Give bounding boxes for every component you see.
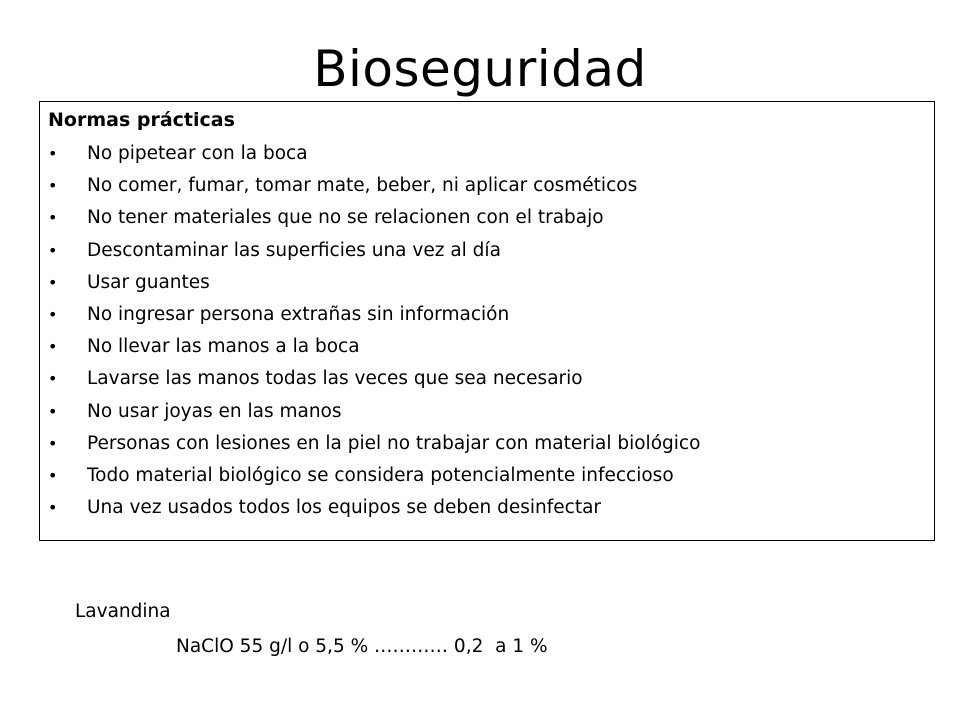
bullet-icon: • — [48, 240, 58, 260]
slide-title: Bioseguridad — [313, 40, 647, 98]
rule-text: Lavarse las manos todas las veces que sea necesario — [87, 368, 583, 390]
bullet-icon: • — [48, 272, 58, 292]
rules-heading: Normas prácticas — [48, 109, 235, 131]
bullet-icon: • — [48, 465, 58, 485]
rule-text: Una vez usados todos los equipos se deben desinfectar — [87, 497, 602, 519]
bleach-label: Lavandina — [75, 601, 171, 622]
rule-text: No llevar las manos a la boca — [87, 336, 360, 358]
bullet-icon: • — [48, 144, 58, 163]
bullet-icon: • — [48, 304, 58, 324]
bullet-icon: • — [48, 433, 58, 453]
rule-text: No pipetear con la boca — [87, 143, 308, 164]
rules-box — [39, 101, 935, 541]
bleach-concentration: NaClO 55 g/l o 5,5 % ………… 0,2 a 1 % — [176, 636, 548, 657]
rule-text: No tener materiales que no se relacionen con el trabajo — [87, 207, 604, 229]
bullet-icon: • — [48, 208, 58, 228]
bullet-icon: • — [48, 498, 58, 518]
bullet-icon: • — [48, 176, 58, 196]
bullet-icon: • — [48, 337, 58, 357]
bullet-icon: • — [48, 401, 58, 421]
rule-text: Descontaminar las superficies una vez al día — [87, 239, 501, 261]
rule-text: Personas con lesiones en la piel no trabajar con material biológico — [87, 432, 701, 454]
rule-text: Todo material biológico se considera potencialmente infeccioso — [87, 464, 674, 486]
rule-text: Usar guantes — [87, 271, 210, 293]
rule-text: No usar joyas en las manos — [87, 400, 342, 422]
rule-text: No comer, fumar, tomar mate, beber, ni aplicar cosméticos — [87, 175, 638, 197]
bullet-icon: • — [48, 369, 58, 389]
rule-text: No ingresar persona extrañas sin información — [87, 303, 510, 325]
